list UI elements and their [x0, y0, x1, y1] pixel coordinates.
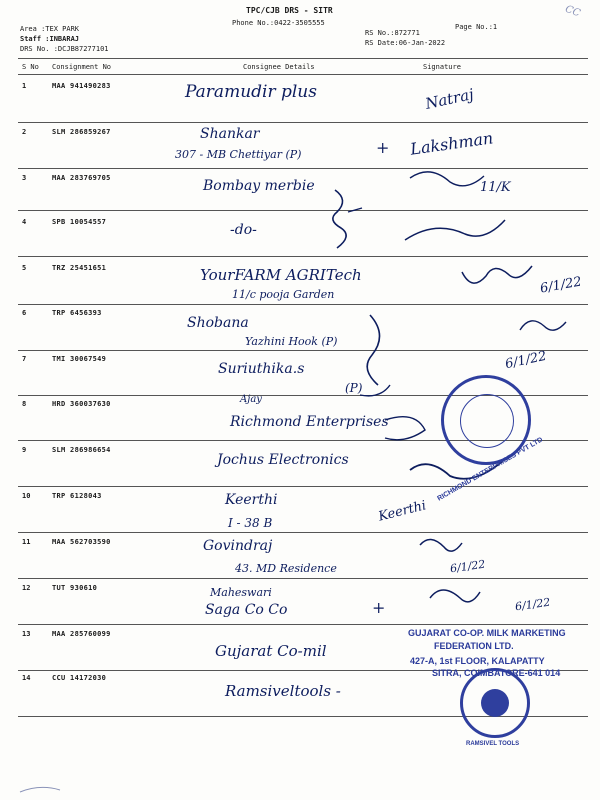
row-consignment: SPB 10054557 [52, 218, 107, 226]
row-address: (P) [345, 381, 363, 395]
signature-scribble [410, 172, 484, 186]
row-sno: 8 [22, 400, 27, 408]
gujarat-stamp-line3: 427-A, 1st FLOOR, KALAPATTY [410, 656, 545, 666]
brace-tick [348, 208, 362, 212]
row-consignment: TMI 30067549 [52, 355, 107, 363]
row-consignee: Saga Co Co [205, 602, 288, 618]
ramsivel-seal-text: RAMSIVEL TOOLS [466, 741, 520, 747]
row-signature: 6/1/22 [514, 595, 552, 614]
staff-label: Staff :INBARAJ [20, 35, 80, 43]
row-consignee: Gujarat Co-mil [215, 642, 327, 660]
row-address: I - 38 B [228, 516, 273, 530]
row-consignment: TUT 930610 [52, 584, 98, 592]
row-sno: 3 [22, 174, 27, 182]
row-consignee: YourFARM AGRITech [200, 266, 362, 284]
col-consignee: Consignee Details [243, 63, 315, 71]
row-address: 11/c pooja Garden [232, 288, 335, 301]
col-consignment: Consignment No [52, 63, 112, 71]
row-sno: 2 [22, 128, 27, 136]
signature-scribble [462, 266, 532, 283]
row-signature: Natraj [423, 85, 476, 113]
row-consignment: TRP 6456393 [52, 309, 102, 317]
row-consignee: Govindraj [203, 538, 273, 554]
row-consignment: MAA 283769705 [52, 174, 111, 182]
seal-inner-ring [460, 394, 514, 448]
row-sno: 14 [22, 674, 31, 682]
row-signature: Keerthi [376, 498, 428, 525]
row-sno: 1 [22, 82, 27, 90]
brace-tick [360, 385, 390, 396]
row-signature: 6/1/22 [503, 348, 548, 373]
plus-mark: + [376, 138, 390, 157]
row-consignment: TRZ 25451651 [52, 264, 107, 272]
row-address: Ajay [240, 394, 262, 405]
brace-mark [367, 315, 379, 385]
phone-number: Phone No.:0422-3505555 [232, 19, 325, 27]
sheet-title: TPC/CJB DRS - SITR [246, 6, 333, 15]
gujarat-stamp-line4: SITRA, COIMBATORE-641 014 [432, 668, 561, 678]
row-consignment: MAA 285760099 [52, 630, 111, 638]
row-sno: 12 [22, 584, 31, 592]
row-consignee: Ramsiveltools - [225, 682, 341, 700]
row-consignment: MAA 562703590 [52, 538, 111, 546]
area-label: Area :TEX PARK [20, 25, 80, 33]
row-sno: 7 [22, 355, 27, 363]
row-sno: 6 [22, 309, 27, 317]
rs-date: RS Date:06-Jan-2022 [365, 39, 446, 47]
row-sno: 9 [22, 446, 27, 454]
signature-scribble [430, 590, 480, 602]
plus-mark: + [372, 598, 386, 617]
row-consignee: -do- [230, 222, 257, 238]
gujarat-stamp-line2: FEDERATION LTD. [434, 641, 514, 651]
row-consignment: SLM 286986654 [52, 446, 111, 454]
row-consignment: SLM 286859267 [52, 128, 111, 136]
seal-text: RICHMOND ENTERPRISES PVT LTD [436, 436, 545, 503]
col-sno: S No [22, 63, 39, 71]
rs-number: RS No.:872771 [365, 29, 420, 37]
page-number: Page No.:1 [455, 23, 498, 31]
row-consignment: CCU 14172030 [52, 674, 107, 682]
row-sno: 10 [22, 492, 31, 500]
row-consignee: Richmond Enterprises [230, 414, 389, 430]
col-signature: Signature [423, 63, 461, 71]
row-consignee: Bombay merbie [203, 178, 315, 194]
row-address: 43. MD Residence [235, 562, 337, 575]
row-sno: 5 [22, 264, 27, 272]
corner-mark [20, 787, 60, 792]
row-consignee: Paramudir plus [185, 82, 317, 102]
row-signature: 11/K [480, 180, 511, 195]
row-signature: 6/1/22 [539, 274, 583, 297]
row-consignee: Jochus Electronics [217, 452, 349, 468]
row-consignee: Shankar [200, 126, 260, 142]
row-sno: 13 [22, 630, 31, 638]
gujarat-stamp-line1: GUJARAT CO-OP. MILK MARKETING [408, 628, 566, 638]
brace-mark [333, 190, 346, 248]
scribble [385, 417, 425, 440]
seal-logo [481, 689, 509, 717]
row-consignee: Keerthi [225, 492, 278, 508]
row-consignee: Shobana [187, 315, 249, 331]
row-consignment: MAA 941490283 [52, 82, 111, 90]
ramsivel-seal [460, 668, 530, 738]
row-sno: 4 [22, 218, 27, 226]
row-sno: 11 [22, 538, 31, 546]
signature-scribble [520, 321, 566, 330]
signature-scribble [420, 539, 462, 551]
drs-number: DRS No. :DCJB87277101 [20, 45, 109, 53]
corner-note: CC [563, 3, 582, 20]
row-address: Maheswari [210, 586, 272, 599]
row-consignment: HRD 360037630 [52, 400, 111, 408]
signature-scribble [405, 220, 505, 240]
row-consignee: Suriuthika.s [218, 361, 305, 377]
row-address: 307 - MB Chettiyar (P) [175, 148, 302, 161]
row-consignment: TRP 6128043 [52, 492, 102, 500]
row-signature: Lakshman [409, 128, 495, 159]
row-address: Yazhini Hook (P) [245, 335, 338, 348]
row-signature: 6/1/22 [449, 557, 487, 576]
